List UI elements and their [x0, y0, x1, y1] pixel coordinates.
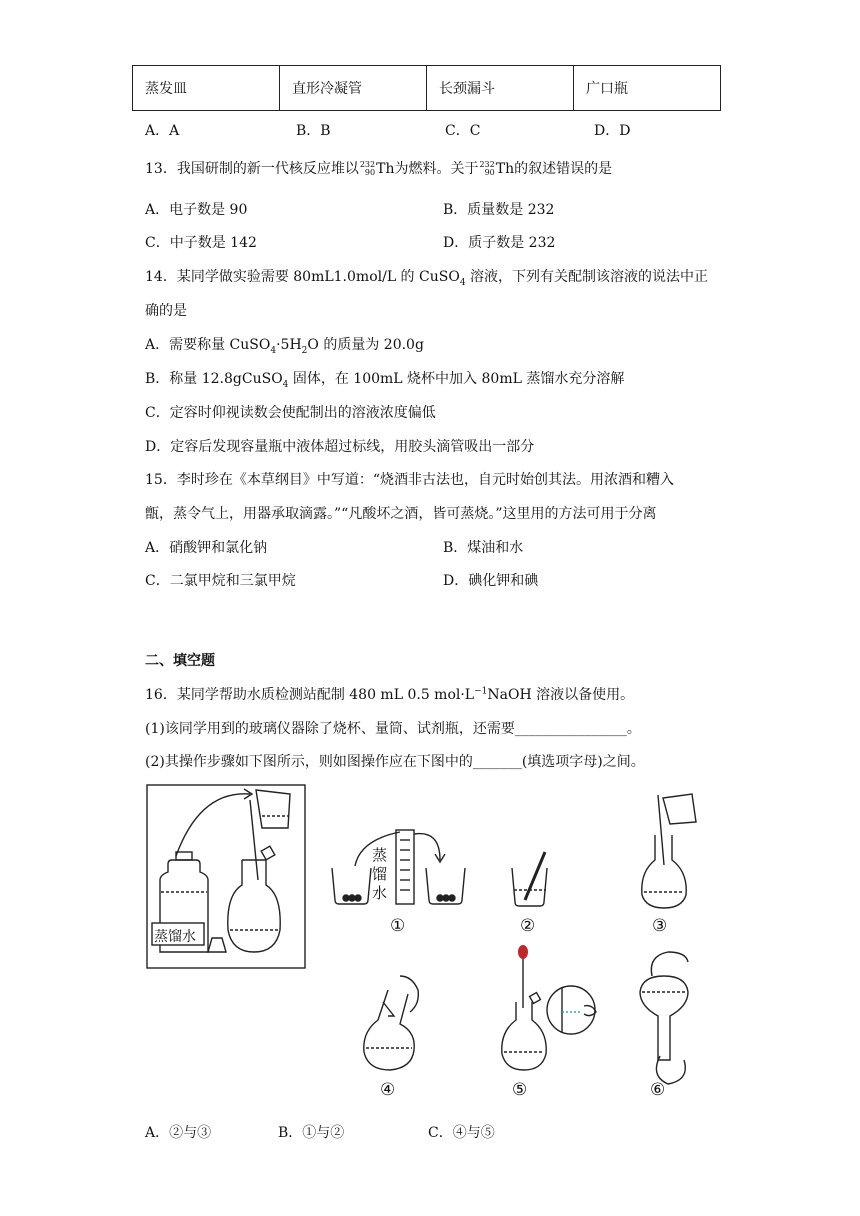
volumetric-flask [228, 790, 290, 952]
q16-sub2: (2)其操作步骤如下图所示，则如图操作应在下图中的_______(填选项字母)之间。 [145, 754, 645, 770]
q14-option-c: C．定容时仰视读数会使配制出的溶液浓度偏低 [145, 405, 436, 421]
step-4-shaking [364, 976, 419, 1070]
q16-stem: 16．某同学帮助水质检测站配制 480 mL 0.5 $mol\cdot L^{-1}NaOH$ 溶液以备使用。 [145, 686, 635, 703]
q15-stem-line1: 15．李时珍在《本草纲目》中写道：“烧酒非古法也，自元时始创其法。用浓酒和糟入 [145, 472, 674, 488]
table-cell: 广口瓶 [574, 66, 721, 111]
q13-option-d: D．质子数是 232 [443, 235, 556, 251]
step-6-inverting [640, 952, 688, 1084]
arrow [176, 794, 250, 856]
nuclide-notation: 232 90 [479, 160, 495, 177]
section-heading: 二、填空题 [145, 653, 215, 669]
q15-option-c: C．二氯甲烷和三氯甲烷 [145, 573, 296, 589]
q15-option-a: A．硝酸钾和氯化钠 [145, 540, 268, 556]
q12-option-b: B．B [296, 123, 331, 139]
step-3-transferring [642, 794, 696, 908]
apparatus-table [132, 65, 721, 111]
q14-stem-line1: 14．某同学做实验需要 80mL1.0mol/L 的 CuSO$_4$ 溶液，下列有关配制该溶液的说法中正 [145, 269, 708, 288]
q16-option-b: B．①与② [278, 1125, 345, 1141]
step-label-5: ⑤ [512, 1080, 528, 1100]
q14-option-d: D．定容后发现容量瓶中液体超过标线，用胶头滴管吸出一部分 [145, 439, 535, 455]
step-label-2: ② [520, 916, 536, 936]
q13-option-b: B．质量数是 232 [443, 202, 555, 218]
q12-option-c: C．C [445, 123, 481, 139]
dropper-bulb [518, 945, 528, 959]
table-cell: 蒸发皿 [133, 66, 280, 111]
step-5-constant-volume [502, 958, 596, 1070]
cylinder-label: 蒸 馏 水 [372, 846, 388, 902]
step-label-6: ⑥ [650, 1080, 666, 1100]
q13-stem: 13．我国研制的新一代核反应堆以232 90Th为燃料。关于232 90Th的叙述错误的是 [145, 160, 613, 177]
q12-option-a: A．A [145, 123, 180, 139]
step-label-3: ③ [652, 916, 668, 936]
table-cell: 直形冷凝管 [280, 66, 427, 111]
step-2-stirring [512, 852, 547, 906]
table-cell: 长颈漏斗 [427, 66, 574, 111]
bottle-label: 蒸馏水 [154, 929, 196, 945]
q16-option-c: C．④与⑤ [428, 1125, 495, 1141]
stopper [208, 938, 226, 952]
q15-option-b: B．煤油和水 [443, 540, 524, 556]
q12-option-d: D．D [594, 123, 631, 139]
q13-option-c: C．中子数是 142 [145, 235, 257, 251]
q16-sub1: (1)该同学用到的玻璃仪器除了烧杯、量筒、试剂瓶，还需要________________。 [145, 721, 641, 737]
step-1-dissolving [332, 830, 465, 904]
q13-option-a: A．电子数是 90 [145, 202, 248, 218]
q16-option-a: A．②与③ [145, 1125, 212, 1141]
q14-option-b: B．称量 12.8gCuSO$_4$ 固体，在 100mL 烧杯中加入 80mL 蒸馏水充分溶解 [145, 371, 625, 390]
q15-stem-line2: 甑，蒸令气上，用器承取滴露。”“凡酸坏之酒，皆可蒸烧。”这里用的方法可用于分离 [145, 506, 657, 522]
step-label-4: ④ [380, 1080, 396, 1100]
nuclide-notation: 232 90 [359, 160, 376, 177]
experiment-figure [0, 780, 860, 1110]
step-label-1: ① [390, 916, 406, 936]
q14-option-a: A．需要称量 $CuSO_4\cdot 5H_2O$ 的质量为 20.0g [145, 337, 424, 356]
q14-stem-line2: 确的是 [145, 303, 187, 319]
q15-option-d: D．碘化钾和碘 [443, 573, 539, 589]
